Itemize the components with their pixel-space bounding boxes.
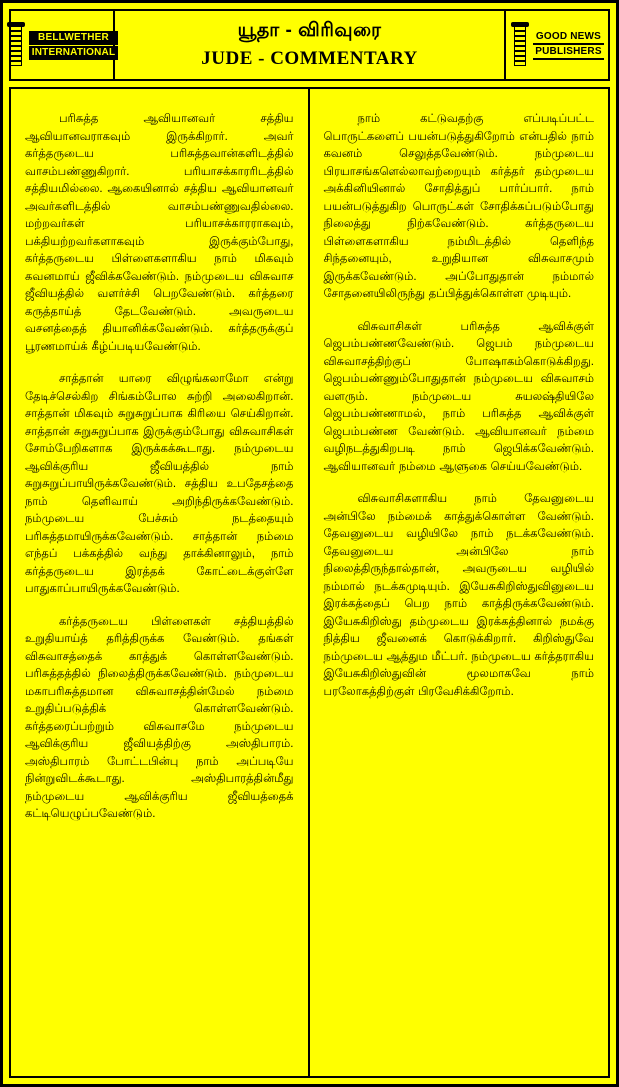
- paragraph: சாத்தான் யாரை விழுங்கலாமோ என்று தேடிச்செல்கிற சிங்கம்போல சுற்றி அலைகிறான். சாத்தான் மிகவும் சுறுசுறுப்பாக கிரியை செய்கிறான். சாத்தான் சுறுசுறுப்பாக இருக்கும்போது விசுவாசிகள் சோம்பேறிகளாக இருக்கக்கூடாது. நம்முடைய ஆவிக்குரிய ஜீவியத்தில் நாம் சுறுசுறுப்பாயிருக்கவேண்டும். சத்திய உபதேசத்தை நாம் தெளிவாய் அறிந்திருக்கவேண்டும். நம்முடைய பேச்சும் நடத்தையும் பரிசுத்தமாயிருக்கவேண்டும். சாத்தான் நம்மை எந்தப் பக்கத்தில் வந்து தாக்கினாலும், நாம் கர்த்தருடைய இரத்தக் கோட்டைக்குள்ளே பாதுகாப்பாயிருக்கவேண்டும்.: [25, 373, 294, 595]
- paragraph: நாம் கட்டுவதற்கு எப்படிப்பட்ட பொருட்களைப் பயன்படுத்துகிறோம் என்பதில் நாம் கவனம் செலுத்தவேண்டும். நம்முடைய பிரயாசங்களெல்லாவற்றையும் கர்த்தர் தம்முடைய அக்கினியினால் சோதித்துப் பார்ப்பார். நாம் பயன்படுத்துகிற பொருட்கள் சோதிக்கப்படும்போது நிலைத்து நிற்கவேண்டும். கர்த்தருடைய பிள்ளைகளாகிய நம்மிடத்தில் தெளிந்த சிந்தனையும், உறுதியான விசுவாசமும் இருக்கவேண்டும். அப்போதுதான் நம்மால் சோதனையிலிருந்து தப்பித்துக்கொள்ள முடியும்.: [323, 113, 594, 300]
- bellwether-logo-line1: BELLWETHER: [29, 31, 119, 45]
- page-title: [115, 11, 504, 79]
- title-english: JUDE - COMMENTARY: [201, 48, 418, 69]
- paragraph: கர்த்தருடைய பிள்ளைகள் சத்தியத்தில் உறுதியாய்த் தரித்திருக்க வேண்டும். தங்கள் விசுவாசத்தைக் காத்துக் கொள்ளவேண்டும். பரிசுத்தத்தில் நிலைத்திருக்கவேண்டும். நம்முடைய மகாபரிசுத்தமான விசுவாசத்தின்மேல் நம்மை உறுதிப்படுத்திக் கொள்ளவேண்டும். கர்த்தரைப்பற்றும் விசுவாசமே நம்முடைய ஆவிக்குரிய ஜீவியத்திற்கு அஸ்திபாரம். அஸ்திபாரம் போட்டபின்பு நாம் அப்படியே நின்றுவிடக்கூடாது. அஸ்திபாரத்தின்மீது நம்முடைய ஆவிக்குரிய ஜீவியத்தைக் கட்டியெழுப்பவேண்டும்.: [25, 615, 294, 820]
- paragraph: விசுவாசிகளாகிய நாம் தேவனுடைய அன்பிலே நம்மைக் காத்துக்கொள்ள வேண்டும். தேவனுடைய வழியிலே நாம் நடக்கவேண்டும். தேவனுடைய அன்பிலே நாம் நிலைத்திருந்தால்தான், அவருடைய வழியில் நம்மால் நடக்கமுடியும். இயேசுகிறிஸ்துவினுடைய இரக்கத்தைப் பெற நாம் காத்திருக்கவேண்டும். இயேசுகிறிஸ்து தம்முடைய இரக்கத்தினால் நமக்கு நித்திய ஜீவனைக் கொடுக்கிறார். கிறிஸ்துவே நம்முடைய ஆத்தும மீட்பர். நம்முடைய கர்த்தராகிய இயேசுகிறிஸ்துவின் மூலமாகவே நாம் பரலோகத்திற்குள் பிரவேசிக்கிறோம்.: [323, 493, 594, 698]
- page-header: [9, 9, 610, 81]
- paragraph: பரிசுத்த ஆவியானவர் சத்திய ஆவியானவராகவும் இருக்கிறார். அவர் கர்த்தருடைய பரிசுத்தவான்களிடத்தில் வாசம்பண்ணுகிறார். பரியாசக்காரரிடத்தில் சத்தியமில்லை. ஆகையினால் சத்திய ஆவியானவர் அவர்களிடத்தில் வாசம்பண்ணுவதில்லை. மற்றவர்கள் பரியாசக்காரராகவும், பக்தியற்றவர்களாகவும் இருக்கும்போது, கர்த்தருடைய பிள்ளைகளாகிய நாம் மிகவும் கவனமாய் ஜீவிக்கவேண்டும். நம்முடைய விசுவாச ஜீவியத்தில் வளர்ச்சி பெறவேண்டும். கர்த்தரை கருத்தாய்த் தேடவேண்டும். அவருடைய வசனத்தைத் தியானிக்கவேண்டும். கர்த்தருக்குப் பூரணமாய்க் கீழ்ப்படியவேண்டும்.: [25, 113, 294, 353]
- left-column: [11, 89, 310, 1076]
- tower-icon: [510, 22, 530, 68]
- bellwether-logo-text: [29, 30, 119, 61]
- paragraph: விசுவாசிகள் பரிசுத்த ஆவிக்குள் ஜெபம்பண்ணவேண்டும். ஜெபம் நம்முடைய விசுவாசத்திற்குப் போஷாகம்கொடுக்கிறது. ஜெபம்பண்ணும்போதுதான் நம்முடைய விசுவாசம் வளரும். நம்முடைய சுயலஷ்தியிலே ஜெபம்பண்ணாமல், நாம் பரிசுத்த ஆவிக்குள் ஜெபம்பண்ண வேண்டும். ஆவியானவர் நம்மை வழிநடத்துகிறபடி நாம் ஜெபிக்கவேண்டும். ஆவியானவர் நம்மை ஆளுகை செய்யவேண்டும்.: [323, 320, 594, 473]
- good-news-publishers-logo: [504, 11, 608, 79]
- bellwether-international-logo: [11, 11, 115, 79]
- right-column: [310, 89, 609, 1076]
- good-news-logo-text: [533, 30, 603, 61]
- good-news-logo-line2: PUBLISHERS: [533, 46, 603, 60]
- good-news-logo-line1: GOOD NEWS: [533, 31, 603, 45]
- bellwether-logo-line2: INTERNATIONAL: [29, 46, 119, 60]
- title-tamil: யூதா - விரிவுரை: [237, 20, 382, 41]
- page-body: [9, 87, 610, 1078]
- tower-icon: [6, 22, 26, 68]
